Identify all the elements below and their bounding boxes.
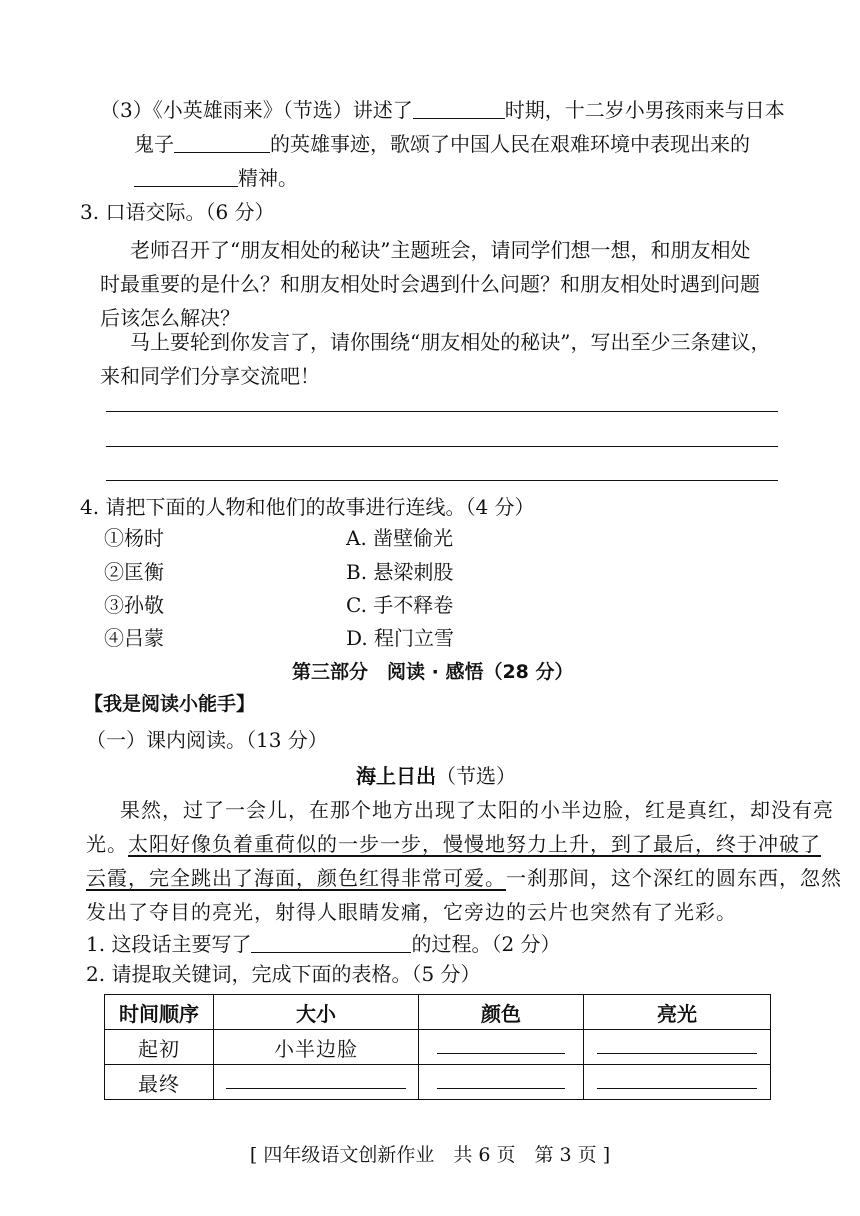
writing-line[interactable] (106, 480, 778, 481)
fill-in-line-2 (134, 130, 750, 158)
text: 精神。 (238, 166, 298, 190)
passage-title-note: （节选） (436, 764, 516, 788)
person-item[interactable]: ②匡衡 (104, 560, 164, 584)
table-cell: 最终 (105, 1065, 214, 1100)
text: 时期，十二岁小男孩雨来与日本 (504, 98, 785, 122)
answer-blank[interactable] (413, 96, 505, 119)
text: 的过程。（2 分） (411, 932, 561, 956)
question-3-title: 3. 口语交际。（6 分） (80, 200, 275, 224)
underlined-sentence: 太阳好像负着重荷似的一步一步，慢慢地努力上升，到了最后，终于冲破了 (128, 832, 821, 856)
fill-in-line-1 (100, 96, 785, 124)
passage-line: 发出了夺目的亮光，射得人眼睛发痛，它旁边的云片也突然有了光彩。 (86, 900, 737, 924)
table-cell-blank[interactable] (419, 1030, 584, 1065)
reading-question-2: 2. 请提取关键词，完成下面的表格。（5 分） (86, 962, 481, 986)
text: 一刹那间，这个深红的圆东西，忽然 (506, 866, 842, 890)
part-3-heading: 第三部分 阅读 · 感悟（28 分） (292, 661, 574, 683)
table-header: 颜色 (419, 995, 584, 1030)
question-4-title: 4. 请把下面的人物和他们的故事进行连线。（4 分） (80, 495, 535, 519)
question-3-text: 时最重要的是什么？和朋友相处时会遇到什么问题？和朋友相处时遇到问题 (100, 272, 760, 296)
person-item[interactable]: ①杨时 (104, 526, 164, 550)
table-cell-blank[interactable] (584, 1030, 771, 1065)
person-item[interactable]: ④吕蒙 (104, 626, 164, 650)
story-item[interactable]: A. 凿壁偷光 (346, 526, 454, 550)
text: 光。 (86, 832, 128, 856)
answer-blank[interactable] (251, 930, 411, 953)
table-cell: 小半边脸 (214, 1030, 419, 1065)
table-cell-blank[interactable] (584, 1065, 771, 1100)
underlined-sentence: 云霞，完全跳出了海面，颜色红得非常可爱。 (86, 866, 506, 890)
passage-line: 果然，过了一会儿，在那个地方出现了太阳的小半边脸，红是真红，却没有亮 (120, 798, 834, 822)
text: 鬼子 (134, 132, 174, 156)
writing-line[interactable] (106, 411, 778, 412)
passage-line (86, 864, 842, 892)
table-header: 亮光 (584, 995, 771, 1030)
answer-blank[interactable] (134, 164, 238, 187)
text: 的英雄事迹，歌颂了中国人民在艰难环境中表现出来的 (270, 132, 750, 156)
writing-line[interactable] (106, 446, 778, 447)
table-cell-blank[interactable] (214, 1065, 419, 1100)
story-item[interactable]: C. 手不释卷 (346, 593, 454, 617)
question-3-text: 后该怎么解决？ (100, 306, 240, 330)
reading-question-1 (86, 930, 561, 958)
text: （3）《小英雄雨来》（节选）讲述了 (100, 98, 413, 122)
passage-line (86, 830, 821, 858)
table-cell-blank[interactable] (419, 1065, 584, 1100)
answer-table (104, 994, 771, 1100)
table-cell: 起初 (105, 1030, 214, 1065)
story-item[interactable]: D. 程门立雪 (346, 626, 455, 650)
fill-in-line-3 (134, 164, 298, 192)
question-3-text: 老师召开了“朋友相处的秘诀”主题班会，请同学们想一想，和朋友相处 (130, 238, 751, 262)
page-footer: [ 四年级语文创新作业 共 6 页 第 3 页 ] (249, 1144, 611, 1166)
table-header: 时间顺序 (105, 995, 214, 1030)
passage-title-text: 海上日出 (356, 764, 436, 788)
reading-section-title: （一）课内阅读。（13 分） (86, 728, 328, 752)
table-row (105, 1065, 771, 1100)
passage-title (356, 762, 516, 790)
story-item[interactable]: B. 悬梁刺股 (346, 560, 454, 584)
section-subheading: 【我是阅读小能手】 (84, 693, 256, 715)
table-header: 大小 (214, 995, 419, 1030)
person-item[interactable]: ③孙敬 (104, 593, 164, 617)
answer-blank[interactable] (174, 130, 270, 153)
table-row (105, 1030, 771, 1065)
question-3-text: 来和同学们分享交流吧！ (100, 364, 320, 388)
question-3-text: 马上要轮到你发言了，请你围绕“朋友相处的秘诀”，写出至少三条建议， (130, 330, 771, 354)
table-header-row (105, 995, 771, 1030)
text: 1. 这段话主要写了 (86, 932, 252, 956)
